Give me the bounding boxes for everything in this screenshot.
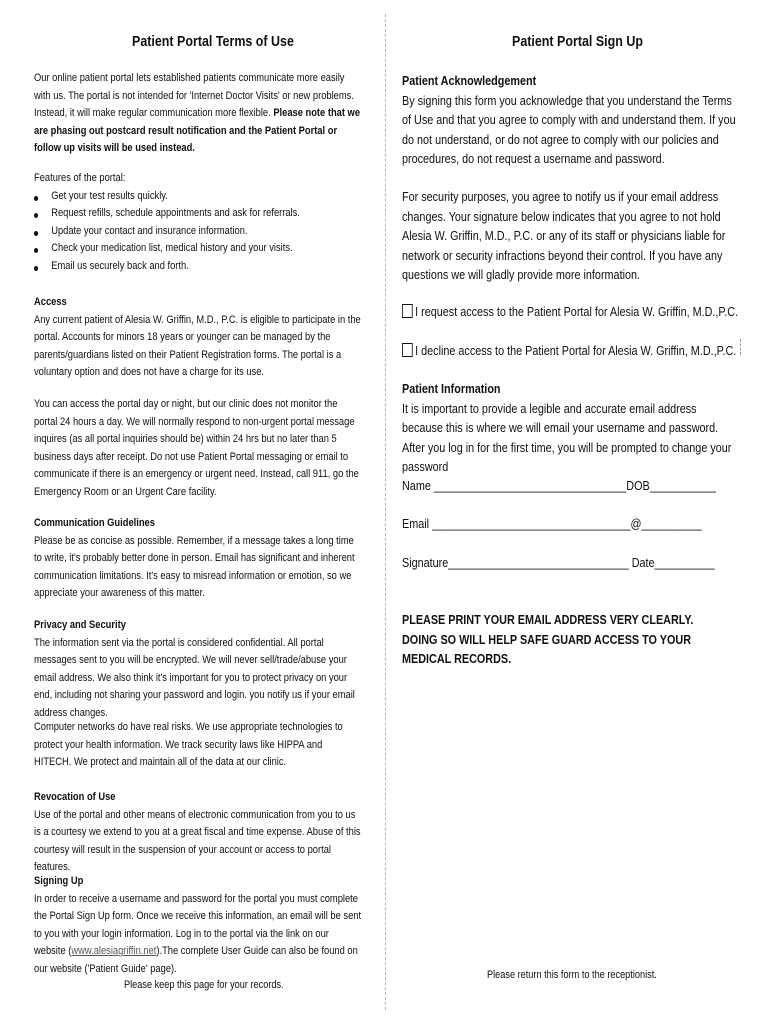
patient-info-text: It is important to provide a legible and accurate email address because this is where we will email your username and password. After you log in for the first time, you will be prompted to change your password [402, 400, 732, 474]
communication-section [34, 515, 362, 603]
features-section [34, 170, 362, 276]
decline-option[interactable] [402, 341, 738, 361]
access-section [34, 294, 362, 382]
privacy-text-2: Computer networks do have real risks. We use appropriate technologies to protect your health information. We track security laws like HIPPA and HITECH. We protect and maintain all of the data at our clinic. [34, 721, 343, 769]
access-text-2: You can access the portal day or night, but our clinic does not monitor the portal 24 hours a day. We will normally respond to non-urgent portal message inquires (as all portal inquiries should be) within 24 hrs but no later than 5 business days after receipt. Do not use Patient Portal messaging or email to communicate if there is an emergency or urgent need. Instead, call 911, go the Emergency Room or an Urgent Care facility. [34, 398, 359, 498]
decline-checkbox[interactable] [402, 343, 413, 357]
signup-title: Patient Portal Sign Up [512, 34, 643, 50]
signup-text: In order to receive a username and password for the portal you must complete the Portal Sign Up form. Once we receive this information, an email will be sent to you with your login information. Log in to the portal via the link on our website ( [34, 892, 362, 958]
signup-heading: Signing Up [34, 875, 84, 887]
privacy-heading: Privacy and Security [34, 619, 126, 631]
signature-date-field[interactable]: Signature______________________________ Date__________ [402, 555, 715, 570]
revocation-text: Use of the portal and other means of electronic communication from you to us is a courtesy we extend to you at a great fiscal and time expense. Abuse of this courtesy will result in the suspension of your account or access to portal features. [34, 808, 361, 874]
communication-heading: Communication Guidelines [34, 517, 155, 529]
acknowledgement-section [402, 71, 738, 169]
security-section [402, 187, 738, 285]
intro-paragraph [34, 70, 362, 158]
patient-info-heading: Patient Information [402, 381, 501, 396]
features-list [34, 188, 362, 276]
fold-mark [740, 339, 741, 355]
security-text: For security purposes, you agree to notify us if your email address changes. Your signature below indicates that you agree to not hold Alesia W. Griffin, M.D., P.C. or any of its staff or physicians liable for network or security infractions beyond their control. If you have any questions we will gladly provide more information. [402, 189, 726, 282]
revocation-section [34, 789, 362, 877]
terms-title: Patient Portal Terms of Use [132, 34, 294, 50]
email-field[interactable]: Email _________________________________@__________ [402, 516, 702, 531]
right-footer: Please return this form to the receptionist. [487, 969, 657, 981]
list-item: Request refills, schedule appointments and ask for referrals. [34, 205, 362, 223]
features-label: Features of the portal: [34, 172, 126, 184]
email-notice: PLEASE PRINT YOUR EMAIL ADDRESS VERY CLEARLY. DOING SO WILL HELP SAFE GUARD ACCESS TO YOUR MEDICAL RECORDS. [402, 612, 694, 666]
access-details [34, 396, 362, 502]
left-footer: Please keep this page for your records. [124, 979, 284, 991]
privacy-text: The information sent via the portal is considered confidential. All portal messages sent to you will be encrypted. We will never sell/trade/abuse your email address. We also think it's important for you to protect privacy on your end, including not sharing your password and login. you notify us if your email address changes. [34, 636, 355, 719]
acknowledgement-text: By signing this form you acknowledge that you understand the Terms of Use and that you agree to comply with and understand them. If you do not understand, or do not agree to comply with our policies and procedures, do not request a username and password. [402, 92, 736, 166]
privacy-details [34, 719, 362, 772]
request-checkbox[interactable] [402, 304, 413, 318]
list-item: Get your test results quickly. [34, 188, 362, 206]
list-item: Email us securely back and forth. [34, 258, 362, 276]
name-dob-field[interactable]: Name ________________________________DOB___________ [402, 478, 716, 493]
list-item: Update your contact and insurance information. [34, 223, 362, 241]
signup-section [34, 873, 362, 979]
revocation-heading: Revocation of Use [34, 791, 116, 803]
access-heading: Access [34, 296, 67, 308]
patient-info-section [402, 379, 738, 477]
list-item: Check your medication list, medical history and your visits. [34, 240, 362, 258]
access-text: Any current patient of Alesia W. Griffin, M.D., P.C. is eligible to participate in the portal. Accounts for minors 18 years or younger can be managed by the parents/guardians listed on their Patient Registration forms. The portal is a voluntary option and does not have a charge for its use. [34, 313, 361, 379]
page-divider [385, 14, 386, 1010]
intro-text: Our online patient portal lets established patients communicate more easily with us. The portal is not intended for 'Internet Doctor Visits' or new problems. Instead, it will make regular communication more flexible. [34, 72, 354, 120]
signup-text-end: ).The complete User Guide can also be found on our website ('Patient Guide' page). [34, 945, 358, 975]
request-option[interactable] [402, 302, 738, 322]
intro-notice: Please note that we are phasing out postcard result notification and the Patient Portal or follow up visits will be used instead. [34, 107, 361, 155]
website-link[interactable]: www.alesiagriffin.net [71, 945, 157, 958]
acknowledgement-heading: Patient Acknowledgement [402, 73, 537, 88]
decline-label: I decline access to the Patient Portal for Alesia W. Griffin, M.D.,P.C. [415, 343, 737, 358]
communication-text: Please be as concise as possible. Remember, if a message takes a long time to write, it's probably better done in person. Email has significant and inherent communication limitations. It's easy to misread information or emotion, so we appreciate your awareness of this matter. [34, 534, 355, 600]
privacy-section [34, 617, 362, 723]
request-label: I request access to the Patient Portal for Alesia W. Griffin, M.D.,P.C. [415, 304, 739, 319]
